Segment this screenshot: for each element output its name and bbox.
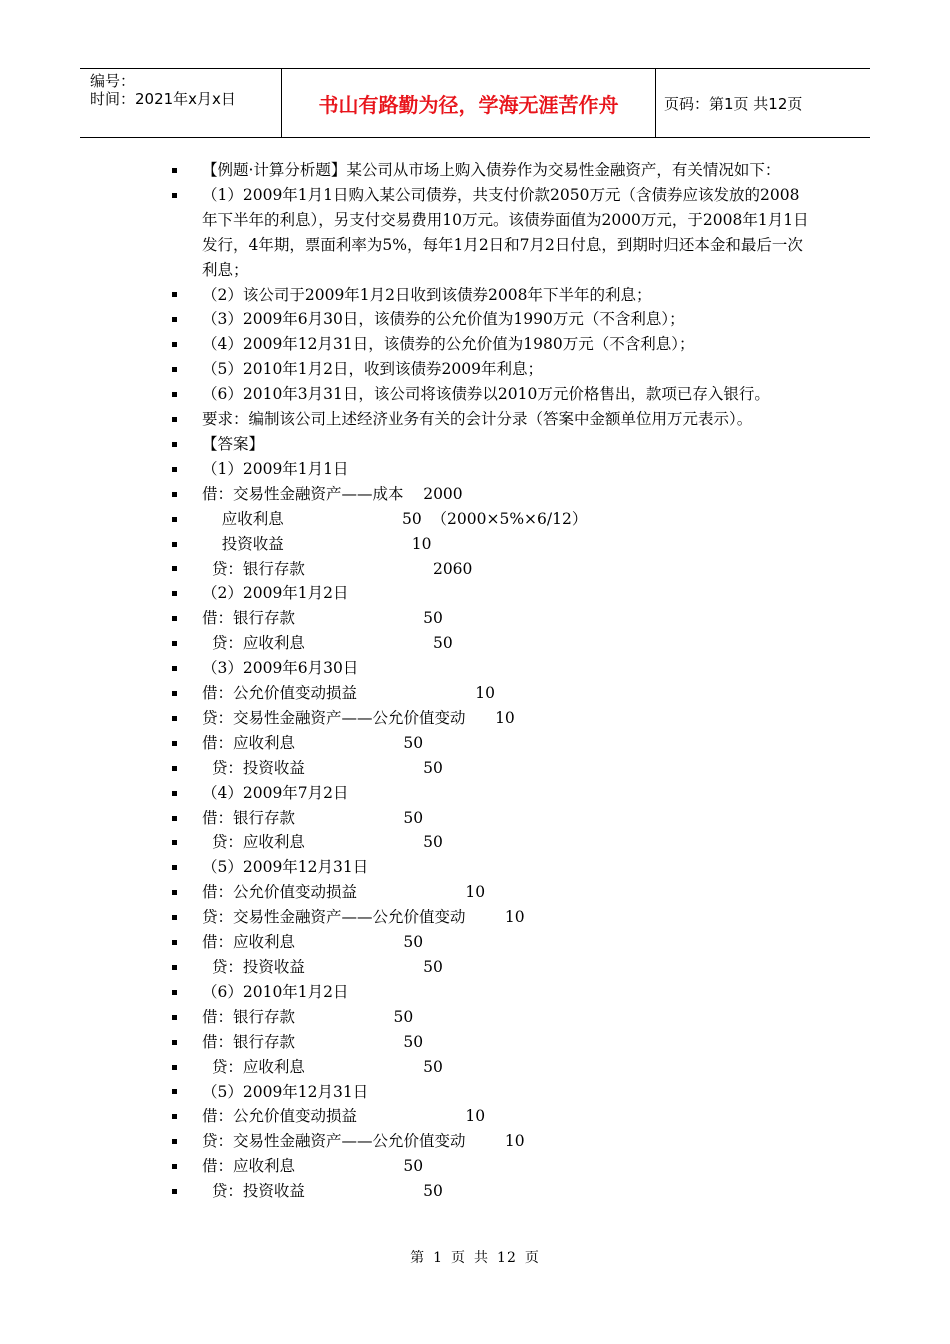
bullet-icon [172, 1080, 184, 1105]
bullet-icon [172, 955, 184, 980]
list-item [172, 980, 812, 1005]
list-item [172, 357, 812, 382]
bullet-icon [172, 357, 184, 382]
list-item-text: 贷：交易性金融资产——公允价值变动 10 [202, 1132, 525, 1151]
list-item [172, 880, 812, 905]
bullet-icon [172, 806, 184, 831]
list-item [172, 532, 812, 557]
bullet-icon [172, 1179, 184, 1204]
list-item-text: 借：银行存款 50 [202, 808, 424, 827]
list-item-text: 借：银行存款 50 [202, 1007, 414, 1026]
list-item [172, 507, 812, 532]
list-item [172, 1154, 812, 1179]
list-item [172, 706, 812, 731]
footer-total-pages: 12 [497, 1250, 517, 1266]
page-header [80, 68, 870, 138]
bullet-icon [172, 930, 184, 955]
list-item [172, 1129, 812, 1154]
list-item [172, 382, 812, 407]
footer-text: 页 [524, 1250, 540, 1266]
list-item-text: 贷：投资收益 50 [202, 958, 443, 976]
footer-text: 第 [410, 1250, 426, 1266]
list-item [172, 407, 812, 432]
header-motto: 书山有路勤为径，学海无涯苦作舟 [282, 69, 656, 137]
bullet-icon [172, 307, 184, 332]
bullet-icon [172, 681, 184, 706]
bullet-icon [172, 731, 184, 756]
list-item-text: 借：公允价值变动损益 10 [202, 883, 486, 902]
list-item-text: 贷：应收利息 50 [202, 1057, 443, 1076]
list-item [172, 681, 812, 706]
bullet-icon [172, 457, 184, 482]
list-item [172, 930, 812, 955]
bullet-icon [172, 557, 184, 582]
bullet-icon [172, 756, 184, 781]
list-item [172, 1055, 812, 1080]
list-item [172, 631, 812, 656]
list-item-text: 要求：编制该公司上述经济业务有关的会计分录（答案中金额单位用万元表示）。 [202, 410, 753, 429]
bullet-icon [172, 880, 184, 905]
list-item [172, 656, 812, 681]
list-item-text: 应收利息 50 （2000×5%×6/12） [202, 509, 588, 528]
list-item [172, 1179, 812, 1204]
bullet-icon [172, 482, 184, 507]
list-item [172, 781, 812, 806]
list-item-text: （2）2009年1月2日 [202, 584, 349, 603]
bullet-icon [172, 631, 184, 656]
footer-page-number: 1 [433, 1250, 444, 1266]
list-item [172, 830, 812, 855]
list-item [172, 557, 812, 582]
number-label: 编号： [90, 72, 136, 90]
list-item [172, 905, 812, 930]
list-item-text: （5）2009年12月31日 [202, 858, 369, 877]
bullet-icon [172, 830, 184, 855]
list-item [172, 1030, 812, 1055]
bullet-icon [172, 407, 184, 432]
bullet-icon [172, 581, 184, 606]
list-item-text: （1）2009年1月1日购入某公司债券，共支付价款2050万元（含债券应该发放的2008年下半年的利息），另支付交易费用10万元。该债券面值为2000万元，于2008年1月1日发行，4年期，票面利率为5%，每年1月2日和7月2日付息，到期时归还本金和最后一次利息； [202, 185, 809, 279]
footer-text: 页 [451, 1250, 467, 1266]
list-item-text: 贷：投资收益 50 [202, 1182, 443, 1201]
list-item-text: （4）2009年12月31日，该债券的公允价值为1980万元（不含利息）； [202, 335, 695, 354]
bullet-icon [172, 656, 184, 681]
bullet-icon [172, 980, 184, 1005]
list-item-text: 投资收益 10 [202, 534, 432, 553]
document-body [172, 158, 812, 1204]
bullet-icon [172, 1104, 184, 1129]
list-item [172, 482, 812, 507]
list-item-text: 借：公允价值变动损益 10 [202, 684, 495, 703]
list-item-text: 借：应收利息 50 [202, 1157, 424, 1176]
list-item-text: （6）2010年1月2日 [202, 982, 349, 1001]
list-item-text: 借：公允价值变动损益 10 [202, 1107, 486, 1126]
bullet-icon [172, 183, 184, 208]
bullet-icon [172, 1005, 184, 1030]
bullet-icon [172, 606, 184, 631]
bullet-icon [172, 706, 184, 731]
page-footer [0, 1247, 950, 1267]
bullet-icon [172, 855, 184, 880]
list-item [172, 457, 812, 482]
bullet-icon [172, 781, 184, 806]
list-item [172, 432, 812, 457]
header-meta [80, 69, 282, 137]
bullet-icon [172, 283, 184, 308]
list-item [172, 756, 812, 781]
bullet-icon [172, 1055, 184, 1080]
list-item-text: 贷：银行存款 2060 [202, 559, 473, 578]
time-label: 时间：2021年x月x日 [90, 90, 236, 108]
list-item-text: 贷：投资收益 50 [202, 758, 443, 777]
list-item-text: 借：应收利息 50 [202, 933, 424, 952]
list-item [172, 581, 812, 606]
bullet-icon [172, 1129, 184, 1154]
bullet-icon [172, 432, 184, 457]
list-item [172, 806, 812, 831]
list-item-text: 借：交易性金融资产——成本 2000 [202, 484, 463, 503]
list-item [172, 1104, 812, 1129]
list-item-text: 借：银行存款 50 [202, 1032, 424, 1051]
list-item [172, 307, 812, 332]
footer-text: 共 [474, 1250, 490, 1266]
list-item [172, 731, 812, 756]
bullet-icon [172, 1030, 184, 1055]
list-item [172, 1080, 812, 1105]
bullet-icon [172, 1154, 184, 1179]
list-item-text: （3）2009年6月30日 [202, 659, 359, 678]
list-item-text: （1）2009年1月1日 [202, 459, 349, 478]
list-item [172, 332, 812, 357]
list-item [172, 1005, 812, 1030]
list-item-text: （2）该公司于2009年1月2日收到该债券2008年下半年的利息； [202, 285, 652, 304]
list-item-text: （5）2010年1月2日，收到该债券2009年利息； [202, 360, 543, 379]
bullet-icon [172, 332, 184, 357]
list-item-text: 贷：应收利息 50 [202, 833, 443, 852]
list-item [172, 955, 812, 980]
list-item-text: 借：银行存款 50 [202, 609, 443, 628]
bullet-icon [172, 905, 184, 930]
bullet-icon [172, 382, 184, 407]
list-item [172, 606, 812, 631]
header-page-info: 页码：第1页 共12页 [664, 94, 803, 113]
list-item-text: 【例题·计算分析题】某公司从市场上购入债券作为交易性金融资产，有关情况如下： [202, 161, 781, 179]
bullet-icon [172, 532, 184, 557]
list-item-text: （6）2010年3月31日，该公司将该债券以2010万元价格售出，款项已存入银行。 [202, 385, 770, 404]
list-item-text: 贷：交易性金融资产——公允价值变动 10 [202, 708, 515, 727]
list-item-text: （5）2009年12月31日 [202, 1082, 369, 1101]
list-item-text: 【答案】 [202, 434, 265, 453]
list-item [172, 283, 812, 308]
list-item [172, 158, 812, 183]
list-item-text: 借：应收利息 50 [202, 733, 424, 752]
list-item-text: 贷：交易性金融资产——公允价值变动 10 [202, 908, 525, 927]
list-item [172, 183, 812, 283]
list-item-text: 贷：应收利息 50 [202, 634, 453, 653]
bullet-icon [172, 158, 184, 183]
list-item [172, 855, 812, 880]
list-item-text: （3）2009年6月30日，该债券的公允价值为1990万元（不含利息）； [202, 310, 685, 329]
bullet-icon [172, 507, 184, 532]
list-item-text: （4）2009年7月2日 [202, 783, 349, 802]
